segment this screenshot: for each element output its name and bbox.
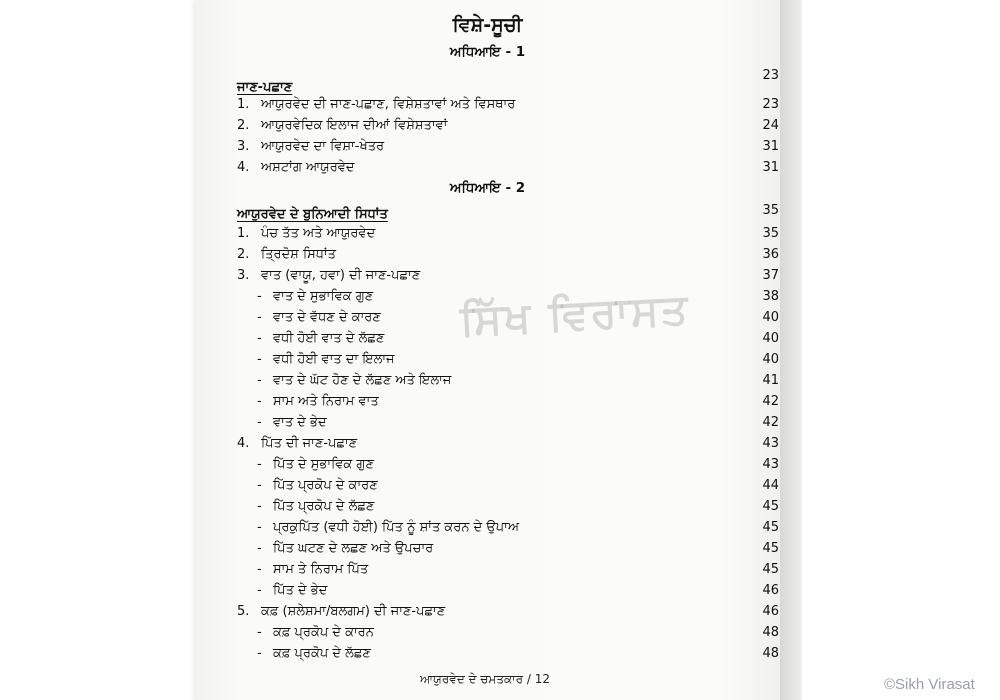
page-number: 38 [762,289,779,304]
toc-subentry [257,373,451,388]
page-number: 45 [762,562,779,577]
bullet-dash: - [257,520,262,535]
toc-subentry [257,646,371,661]
bullet-dash: - [257,289,262,304]
section-heading-introduction: ਜਾਣ-ਪਛਾਣ [237,80,293,95]
toc-entry [237,604,445,619]
entry-title: ਵਾਤ ਦੇ ਭੇਦ [273,415,327,430]
page-number: 42 [762,394,779,409]
entry-number: 2. [237,247,250,262]
page-number: 35 [762,226,779,241]
entry-title: ਵਾਤ ਦੇ ਵੱਧਣ ਦੇ ਕਾਰਣ [273,310,381,325]
toc-subentry [257,541,433,556]
entry-number: 4. [237,160,250,175]
bullet-dash: - [257,352,262,367]
entry-title: ਪਿੱਤ ਪ੍ਰਕੋਪ ਦੇ ਕਾਰਣ [273,478,378,493]
bullet-dash: - [257,562,262,577]
entry-number: 1. [237,226,250,241]
entry-title: ਤ੍ਰਿਦੋਸ਼ ਸਿਧਾਂਤ [261,247,336,262]
page-number: 24 [762,118,779,133]
entry-number: 4. [237,436,250,451]
entry-title: ਵਾਤ ਦੇ ਸੁਭਾਵਿਕ ਗੁਣ [273,289,374,304]
book-page [195,0,780,700]
toc-subentry [257,499,374,514]
entry-title: ਆਯੁਰਵੇਦ ਦਾ ਵਿਸ਼ਾ-ਖੇਤਰ [261,139,385,154]
bullet-dash: - [257,310,262,325]
entry-title: ਵਧੀ ਹੋਈ ਵਾਤ ਦੇ ਲੱਛਣ [273,331,385,346]
page-number: 44 [762,478,779,493]
page-number: 46 [762,583,779,598]
page-footer: ਆਯੁਰਵੇਦ ਦੇ ਚਮਤਕਾਰ / 12 [420,672,550,686]
page-number: 23 [762,68,779,83]
bullet-dash: - [257,499,262,514]
entry-title: ਕਫ਼ ਪ੍ਰਕੋਪ ਦੇ ਕਾਰਨ [273,625,374,640]
entry-title: ਸਾਮ ਅਤੇ ਨਿਰਾਮ ਵਾਤ [273,394,379,409]
page-number: 43 [762,457,779,472]
page-number: 41 [762,373,779,388]
entry-title: ਪੰਚ ਤੱਤ ਅਤੇ ਆਯੁਰਵੇਦ [261,226,376,241]
page-number: 43 [762,436,779,451]
toc-subentry [257,310,381,325]
toc-subentry [257,394,379,409]
page-number: 48 [762,625,779,640]
toc-entry [237,139,384,154]
page-number: 40 [762,331,779,346]
toc-subentry [257,415,327,430]
watermark: ਸਿੱਖ ਵਿਰਾਸਤ [458,284,691,345]
page-number: 36 [762,247,779,262]
toc-entry [237,436,357,451]
entry-number: 3. [237,268,250,283]
page-number: 42 [762,415,779,430]
bullet-dash: - [257,373,262,388]
page-number: 45 [762,541,779,556]
toc-subentry [257,457,374,472]
toc-subentry [257,562,368,577]
page-number: 40 [762,310,779,325]
entry-title: ਪਿੱਤ ਪ੍ਰਕੋਪ ਦੇ ਲੱਛਣ [273,499,375,514]
toc-subentry [257,520,519,535]
adjacent-page-edge [780,0,802,700]
bullet-dash: - [257,625,262,640]
entry-title: ਪਿੱਤ ਘਟਣ ਦੇ ਲਛਣ ਅਤੇ ਉਪਚਾਰ [273,541,434,556]
toc-subentry [257,478,378,493]
bullet-dash: - [257,415,262,430]
entry-title: ਆਯੁਰਵੇਦ ਦੀ ਜਾਣ-ਪਛਾਣ, ਵਿਸ਼ੇਸ਼ਤਾਵਾਂ ਅਤੇ ਵਿਸਥਾਰ [261,97,516,112]
entry-title: ਕਫ਼ (ਸ਼ਲੇਸ਼ਮਾ/ਬਲਗਮ) ਦੀ ਜਾਣ-ਪਛਾਣ [261,604,446,619]
toc-entry [237,226,375,241]
toc-entry [237,118,447,133]
bullet-dash: - [257,331,262,346]
page-number: 40 [762,352,779,367]
entry-title: ਪਿੱਤ ਦੀ ਜਾਣ-ਪਛਾਣ [261,436,358,451]
page-number: 48 [762,646,779,661]
page-number: 46 [762,604,779,619]
toc-entry [237,160,355,175]
page-number: 31 [762,160,779,175]
entry-title: ਅਸ਼ਟਾਂਗ ਆਯੁਰਵੇਦ [261,160,355,175]
entry-number: 5. [237,604,250,619]
toc-subentry [257,583,327,598]
toc-entry [237,268,420,283]
toc-entry [237,247,336,262]
entry-title: ਵਾਤ (ਵਾਯੂ, ਹਵਾ) ਦੀ ਜਾਣ-ਪਛਾਣ [261,268,421,283]
page-title: ਵਿਸ਼ੇ-ਸੂਚੀ [452,14,523,36]
bullet-dash: - [257,394,262,409]
copyright-notice: ©Sikh Virasat [884,676,975,693]
page-number: 45 [762,520,779,535]
bullet-dash: - [257,646,262,661]
page-number: 23 [762,97,779,112]
bullet-dash: - [257,478,262,493]
page-number: 37 [762,268,779,283]
bullet-dash: - [257,457,262,472]
toc-subentry [257,625,374,640]
section-heading-fundamentals: ਆਯੁਰਵੇਦ ਦੇ ਬੁਨਿਆਦੀ ਸਿਧਾਂਤ [237,207,388,222]
entry-title: ਪਿੱਤ ਦੇ ਭੇਦ [273,583,328,598]
toc-subentry [257,352,395,367]
chapter-2-heading: ਅਧਿਆਇ - 2 [449,180,526,196]
page-number: 45 [762,499,779,514]
entry-title: ਪ੍ਰਕੁਪਿੱਤ (ਵਧੀ ਹੋਈ) ਪਿੱਤ ਨੂੰ ਸ਼ਾਂਤ ਕਰਨ ਦੇ ਉਪਾਅ [273,520,520,535]
entry-title: ਆਯੁਰਵੇਦਿਕ ਇਲਾਜ ਦੀਆਂ ਵਿਸ਼ੇਸ਼ਤਾਵਾਂ [261,118,448,133]
toc-subentry [257,331,384,346]
bullet-dash: - [257,583,262,598]
bullet-dash: - [257,541,262,556]
entry-title: ਵਾਤ ਦੇ ਘੱਟ ਹੋਣ ਦੇ ਲੱਛਣ ਅਤੇ ਇਲਾਜ [273,373,452,388]
entry-title: ਵਧੀ ਹੋਈ ਵਾਤ ਦਾ ਇਲਾਜ [273,352,395,367]
toc-subentry [257,289,373,304]
entry-title: ਸਾਮ ਤੇ ਨਿਰਾਮ ਪਿੱਤ [273,562,369,577]
entry-number: 2. [237,118,250,133]
entry-number: 3. [237,139,250,154]
page-number: 35 [762,203,779,218]
page-number: 31 [762,139,779,154]
entry-number: 1. [237,97,250,112]
toc-entry [237,97,515,112]
chapter-1-heading: ਅਧਿਆਇ - 1 [449,44,526,60]
entry-title: ਪਿੱਤ ਦੇ ਸੁਭਾਵਿਕ ਗੁਣ [273,457,374,472]
entry-title: ਕਫ਼ ਪ੍ਰਕੋਪ ਦੇ ਲੱਛਣ [273,646,371,661]
